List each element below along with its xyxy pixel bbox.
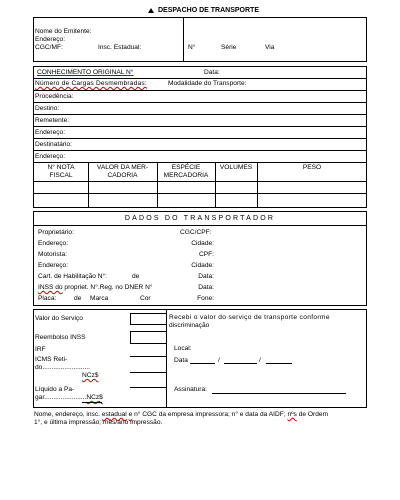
- cart-de-label: de: [132, 273, 140, 280]
- data-day-line: [190, 363, 215, 364]
- col-header-valor: VALOR DA MER- CADORIA: [96, 164, 149, 179]
- data-slash-2: /: [259, 357, 261, 364]
- icms-label-1: ICMS Reti-: [35, 356, 68, 363]
- icms-currency: NCz$: [82, 372, 99, 379]
- cpf-label: CPF:: [198, 251, 214, 258]
- procedencia-label: Procedência:: [35, 93, 74, 100]
- inss-label: INSS do propriet. N°.Reg. no DNER N°: [38, 284, 153, 291]
- liquido-label-2: gar.......................NCz$: [35, 394, 103, 401]
- row-line: [34, 126, 366, 127]
- motorista-label: Motorista:: [38, 251, 67, 258]
- data-year-line: [266, 363, 292, 364]
- liquido-label-1: Líquido a Pa-: [35, 386, 75, 393]
- data-a-label: Data:: [198, 273, 214, 280]
- placa-de-label: de: [74, 295, 82, 302]
- row-line: [34, 78, 366, 79]
- data-month-line: [224, 363, 257, 364]
- cor-label: Cor: [140, 295, 151, 302]
- row-line: [34, 138, 366, 139]
- valor-servico-field[interactable]: [130, 313, 166, 325]
- emitente-name-label: Nome do Emitente:: [35, 28, 92, 35]
- transportador-endereco-b: Endereço:: [38, 262, 69, 269]
- data-b-label: Data:: [198, 284, 214, 291]
- cgc-mf-label: CGC/MF:: [35, 44, 63, 51]
- col-header-peso: PESO: [302, 164, 322, 171]
- cidade-b-label: Cidade:: [191, 262, 214, 269]
- row-line: [34, 162, 366, 163]
- header-divider: [183, 18, 184, 61]
- reembolso-field[interactable]: [130, 331, 166, 344]
- footer-note-line-2: 1°, e última impressão; mês/ano impressão.: [34, 419, 163, 426]
- remetente-label: Remetente:: [35, 117, 70, 124]
- via-label: Via: [265, 44, 275, 51]
- row-line: [34, 181, 366, 182]
- marca-label: Marca: [90, 295, 109, 302]
- modalidade-label: Modalidade do Transporte:: [168, 80, 247, 87]
- servico-divider: [166, 310, 167, 407]
- numero-label: N°: [188, 44, 196, 51]
- title-arrow-icon: [148, 8, 154, 13]
- icms-field-line: [130, 372, 166, 373]
- row-line: [34, 90, 366, 91]
- col-header-nota-fiscal: N° NOTA FISCAL: [47, 164, 75, 179]
- col-header-especie: ESPÉCIE MERCADORIA: [163, 164, 209, 179]
- cart-habilitacao-label: Cart. de Habilitação N°:: [38, 273, 107, 280]
- icms-label-2: do..........................: [35, 364, 90, 371]
- placa-label: Placa:: [38, 295, 57, 302]
- proprietario-label: Proprietário:: [38, 229, 74, 236]
- page-title: DESPACHO DE TRANSPORTE: [158, 7, 259, 14]
- insc-estadual-label: Insc. Estadual:: [98, 44, 142, 51]
- footer-note-line-1: Nome, endereço, insc. estadual e n° CGC da empresa impressora; n° e data da AIDF; nºs de Ordem: [34, 411, 329, 418]
- cidade-a-label: Cidade:: [191, 240, 214, 247]
- assinatura-line: [212, 393, 346, 394]
- serie-label: Série: [221, 44, 237, 51]
- transportador-box: [33, 211, 367, 306]
- row-line: [34, 102, 366, 103]
- destino-label: Destino:: [35, 105, 60, 112]
- irf-label: IRF: [35, 346, 46, 353]
- data-slash-1: /: [218, 357, 220, 364]
- assinatura-label: Assinatura:: [174, 386, 207, 393]
- emitente-address-label: Endereço:: [35, 36, 66, 43]
- conhecimento-label: CONHECIMENTO ORIGINAL N°: [37, 69, 134, 76]
- destinatario-label: Destinatário:: [35, 141, 73, 148]
- row-line: [34, 193, 366, 194]
- emitente-box: [33, 17, 367, 62]
- row-line: [34, 225, 366, 226]
- col-header-volumes: VOLUMES: [219, 164, 253, 171]
- valor-servico-label: Valor do Serviço: [35, 315, 83, 322]
- cgc-cpf-label: CGC/CPF:: [180, 229, 212, 236]
- data-label: Data: [174, 357, 188, 364]
- row-line: [34, 150, 366, 151]
- irf-field-line: [130, 356, 166, 357]
- transportador-endereco-a: Endereço:: [38, 240, 69, 247]
- row-line: [34, 114, 366, 115]
- liquido-bottom-line: [82, 402, 102, 403]
- local-label: Local:: [174, 345, 192, 352]
- fone-label: Fone:: [197, 295, 214, 302]
- conhecimento-box: [33, 66, 367, 208]
- transportador-title: DADOS DO TRANSPORTADOR: [124, 215, 276, 222]
- recebi-text-2: discriminação: [169, 322, 210, 329]
- destinatario-endereco-label: Endereço:: [35, 153, 66, 160]
- numero-cargas-label: Número de Cargas Desmembradas:: [35, 80, 147, 87]
- recebi-text-1: Recebi o valor do serviço de transporte conforme: [169, 314, 330, 321]
- liquido-field-line: [130, 387, 166, 388]
- remetente-endereco-label: Endereço:: [35, 129, 66, 136]
- conhecimento-data-label: Data:: [204, 69, 220, 76]
- servico-box: [33, 309, 367, 408]
- reembolso-label: Reembolso INSS: [35, 334, 86, 341]
